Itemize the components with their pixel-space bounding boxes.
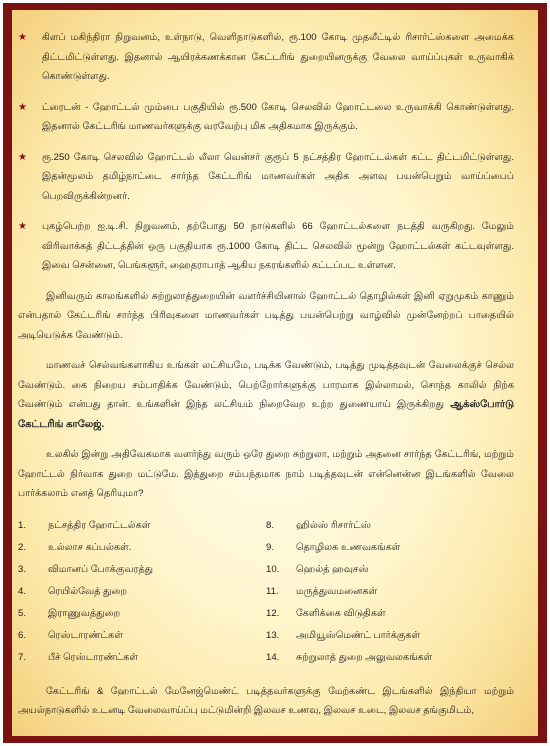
list-text: ரெஸ்டாரண்ட்கள்	[48, 629, 123, 641]
list-item	[266, 603, 514, 625]
list-row	[18, 625, 514, 647]
list-item	[18, 603, 266, 625]
list-text: பீச் ரெஸ்டாரண்ட்கள்	[48, 651, 139, 663]
list-number: 13.	[266, 629, 280, 641]
paragraph-question: உலகில் இன்று அதிவேகமாக வளர்ந்து வரும் ஒரே துறை சுற்றுலா, மற்றும் அதனை சார்ந்த கேட்டரிங், மற்றும் ஹோட்டல் நிர்வாக துறை மட்டுமே. இத்துறை சம்பந்தமாக நாம் படித்தவுடன் என்னென்ன இடங்களில் வேலை பார்க்கலாம் எனத் தெரியுமா?	[18, 449, 514, 499]
list-text: ஹெல்த் ஹவுசஸ்	[296, 563, 369, 575]
list-item	[18, 581, 266, 603]
list-text: உல்லாச கப்பல்கள்.	[48, 541, 132, 553]
bullet-item	[18, 217, 514, 276]
paragraph-growth: இனிவரும் காலங்களில் சுற்றுலாத்துறையின் வளர்ச்சியினால் ஹோட்டல் தொழில்கள் இனி ஏறுமுகம் காணும் என்பதால் கேட்டரிங் சார்ந்த பிரிவுகளை மாணவர்கள் படித்து பயன்பெற்று வாழ்வில் முன்னேற்றப் பாதையில் அடியெடுக்க வேண்டும்.	[18, 290, 514, 341]
bullet-text: ட்ரைடன் - ஹோட்டல் மும்பை பகுதியில் ரூ.500 கோடி செலவில் ஹோட்டலை உருவாக்கி கொண்டுள்ளது. இதனால் கேட்டரிங் மாணவர்களுக்கு வரவேற்பு மிக அதிகமாக இருக்கும்.	[42, 101, 514, 132]
list-text: நட்சத்திர ஹோட்டல்கள்	[48, 519, 151, 531]
list-text: மருத்துவமனைகள்	[296, 585, 378, 597]
list-number: 4.	[18, 585, 27, 597]
star-icon: ★	[18, 151, 27, 163]
list-item	[266, 559, 514, 581]
list-item	[18, 647, 266, 669]
list-item	[18, 625, 266, 647]
list-item	[266, 515, 514, 537]
list-item	[18, 559, 266, 581]
list-item	[266, 625, 514, 647]
bullet-text: புகழ்பெற்ற ஐ.டி.சி. நிறுவனம், தற்போது 50 நாடுகளில் 66 ஹோட்டல்களை நடத்தி வருகிறது. மேலும் விரிவாக்கத் திட்டத்தின் ஒரு பகுதியாக ரூ.1000 கோடி திட்ட செலவில் மூன்று ஹோட்டல்கள் கட்டவுள்ளது. இவை சென்னை, பெங்களூர், ஹைதராபாத் ஆகிய நகரங்களில் கட்டப்பட உள்ளன.	[42, 221, 514, 271]
star-icon: ★	[18, 101, 27, 113]
list-number: 12.	[266, 607, 280, 619]
list-row	[18, 537, 514, 559]
list-number: 2.	[18, 541, 27, 553]
list-text: கேளிக்கை விடுதிகள்	[296, 607, 386, 619]
list-text: விமானப் போக்குவரத்து	[48, 563, 154, 575]
bullet-text: ரூ.250 கோடி செலவில் ஹோட்டல் லீலா வென்சர் குரூப் 5 நட்சத்திர ஹோட்டல்கள் கட்ட திட்டமிட்டுள்ளது. இதன்மூலம் தமிழ்நாட்டை சார்ந்த கேட்டரிங் மாணவர்கள் அதிக அளவு பயன்பெறும் வாய்ப்பைப் பெறவிருக்கின்றனர்.	[42, 151, 514, 202]
list-item	[18, 537, 266, 559]
list-number: 11.	[266, 585, 279, 597]
college-name: ஆக்ஸ்போர்டு கேட்டரிங் காலேஜ்.	[18, 399, 514, 430]
bullet-item	[18, 28, 514, 87]
star-icon: ★	[18, 32, 27, 43]
paragraph-students-text: மாணவச் செல்வங்களாகிய உங்கள் லட்சியமே, படிக்க வேண்டும், படித்து முடித்தவுடன் வேலைக்குச் செல்ல வேண்டும். கை நிறைய சம்பாதிக்க வேண்டும், பெற்றோர்களுக்கு பாரமாக இல்லாமல், சொந்த காலில் நிற்க வேண்டும் என்பது தான். உங்களின் இந்த லட்சியம் நிறைவேற உற்ற துணையாய் இருக்கிறது	[18, 360, 514, 410]
bullet-item	[18, 148, 514, 207]
list-row	[18, 647, 514, 669]
list-text: சுற்றுலாத் துறை அலுவலகங்கள்	[296, 651, 433, 663]
paragraph-students	[18, 356, 514, 434]
list-text: இராணுவத்துறை	[48, 607, 121, 619]
list-row	[18, 515, 514, 537]
list-item	[18, 515, 266, 537]
list-text: ஹில்ஸ் ரிசார்ட்ஸ்	[296, 519, 372, 531]
list-number: 14.	[266, 651, 280, 663]
list-number: 6.	[18, 629, 27, 641]
list-number: 7.	[18, 651, 27, 663]
list-row	[18, 559, 514, 581]
list-text: தொழிலக உணவகங்கள்	[296, 541, 401, 553]
bullet-text: கிளப் மகிந்திரா நிறுவனம், உள்நாடு, வெளிநாடுகளில், ரூ.100 கோடி முதலீட்டில் ரிசார்ட்ஸ்களை அமைக்க திட்டமிட்டுள்ளது. இதனால் ஆயிரக்கணக்கான கேட்டரிங் துறையினருக்கு வேலை வாய்ப்புகள் உருவாகிக் கொண்டுள்ளது.	[42, 32, 514, 82]
list-item	[266, 647, 514, 669]
list-number: 1.	[18, 519, 27, 531]
document-body	[18, 28, 514, 721]
list-number: 5.	[18, 607, 27, 619]
list-text: அமியூஸ்மெண்ட் பார்க்குகள்	[296, 629, 421, 641]
list-number: 3.	[18, 563, 27, 575]
bullet-item	[18, 98, 514, 137]
list-number: 9.	[266, 541, 275, 553]
paragraph-closing: கேட்டரிங் & ஹோட்டல் மேனேஜ்மெண்ட் படித்தவர்களுக்கு மேற்கண்ட இடங்களில் இந்தியா மற்றும் அயல்நாடுகளில் உடனடி வேலைவாய்ப்பு மட்டுமின்றி இலவச உணவு, இலவச உடை, இலவச தங்குமிடம்,	[18, 685, 514, 716]
list-item	[266, 537, 514, 559]
job-places-list	[18, 515, 514, 669]
list-row	[18, 603, 514, 625]
list-number: 10.	[266, 563, 280, 575]
list-text: ரெயில்வேத் துறை	[48, 585, 128, 597]
list-row	[18, 581, 514, 603]
list-number: 8.	[266, 519, 275, 531]
list-item	[266, 581, 514, 603]
star-icon: ★	[18, 221, 27, 232]
